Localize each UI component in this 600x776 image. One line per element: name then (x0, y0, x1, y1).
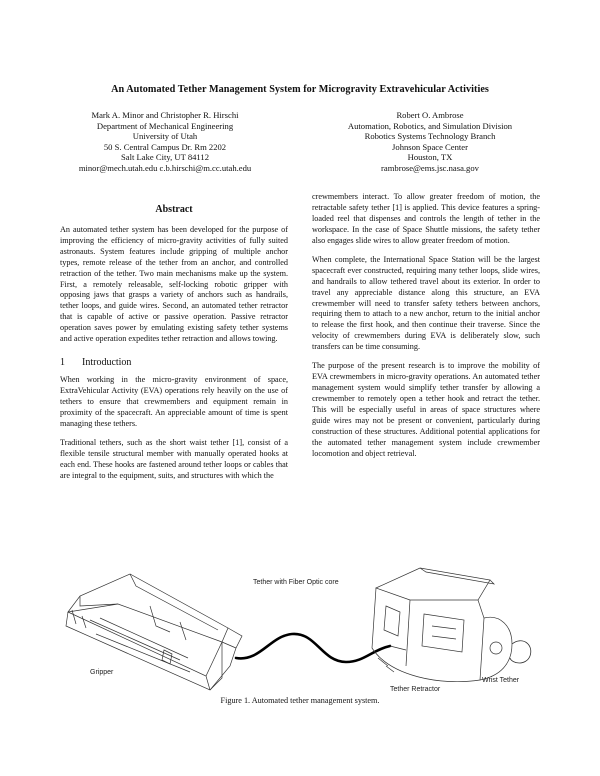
figure-caption: Figure 1. Automated tether management system. (220, 696, 380, 705)
author-name: Robert O. Ambrose (396, 110, 464, 120)
author-emails: minor@mech.utah.edu c.b.hirschi@m.cc.utah.edu (78, 162, 252, 173)
label-gripper: Gripper (90, 669, 114, 676)
paper-title: An Automated Tether Management System for Microgravity Extravehicular Activities (111, 84, 489, 95)
author-names: Mark A. Minor and Christopher R. Hirschi (91, 110, 239, 120)
author-street: 50 S. Central Campus Dr. Rm 2202 (103, 141, 227, 152)
label-retractor: Tether Retractor (390, 686, 441, 693)
tether-retractor-drawing (372, 568, 512, 682)
section-number: 1 (60, 356, 65, 368)
figure-1 (60, 566, 540, 694)
author-department: Department of Mechanical Engineering (96, 120, 234, 131)
label-wrist-tether: Wrist Tether (482, 677, 520, 684)
author-university: University of Utah (132, 131, 198, 142)
body-paragraph: The purpose of the present research is to improve the mobility of EVA crewmembers in micro-gravity operations. An automated tether management system would simplify tether transfer by allowing a crewmember to remotely open a tether hook and retract the tether. This will be especially useful in areas of space structures where guide wires may not be present or convenient, particularly during construction of these structures. Additional potential applications for the automated tether management system include crewmember locomotion and object retrieval. (312, 361, 540, 458)
author-city: Salt Lake City, UT 84112 (121, 152, 209, 163)
intro-paragraph: Traditional tethers, such as the short waist tether [1], consist of a flexible tensile structural member with manually operated hooks at each end. These hooks are fastened around tether loops or cables that are integral to the equipment, suits, and structures with which the (60, 437, 288, 480)
body-paragraph: When complete, the International Space Station will be the largest spacecraft ever constructed, requiring many tether loops, slide wires, and handrails to allow tethered travel about its exterior. In order to travel any appreciable distance along this structure, an EVA crewmember will need to transfer safety tethers between anchors, requiring them to attach to a new anchor, return to the initial anchor to release the first hook, and then continue their traverse. Since the velocity of crewmembers during EVA is deliberately slow, such transfers can be time consuming. (312, 254, 540, 352)
section-heading-introduction (60, 357, 288, 369)
author-center: Johnson Space Center (392, 141, 468, 152)
intro-paragraph: When working in the micro-gravity environment of space, ExtraVehicular Activity (EVA) operations rely heavily on the use of tethers to ensure that crewmembers and equipment remain in proximity of the spacecraft. An appreciable amount of time is spent managing these tethers. (60, 374, 288, 428)
author-city: Houston, TX (407, 152, 453, 163)
wrist-tether-drawing (510, 641, 531, 663)
right-column (312, 192, 540, 468)
abstract-text: An automated tether system has been developed for the purpose of improving the efficiency of micro-gravity activities of fully suited astronauts. System features include gripping of multiple anchor types, remote release of the tether from an anchor, and controlled retraction of the tether. Two main mechanisms make up the system. First, a remotely releasable, self-locking robotic gripper with opposing jaws that grasps a variety of anchors such as handrails, tether loops, and guide wires. Second, an automated tether retractor that is capable of active or passive operation. Passive retractor operation saves power by emulating existing safety tether systems and active operation expedites tether retraction and allows towing. (60, 225, 288, 344)
section-title: Introduction (82, 356, 132, 368)
left-column (60, 193, 288, 490)
author-email: rambrose@ems.jsc.nasa.gov (381, 162, 479, 173)
abstract-heading: Abstract (155, 204, 193, 215)
label-tether: Tether with Fiber Optic core (253, 579, 339, 586)
tether-cable (236, 634, 390, 662)
author-block-left (60, 110, 270, 174)
author-division: Automation, Robotics, and Simulation Division (347, 120, 513, 131)
body-paragraph: crewmembers interact. To allow greater freedom of motion, the retractable safety tether [1] is applied. This device features a spring-loaded reel that dispenses and controls the length of tether in the workspace. In the case of Space Shuttle missions, the safety tether also engages slide wires to allow greater freedom of motion. (312, 192, 540, 245)
author-branch: Robotics Systems Technology Branch (364, 131, 496, 142)
author-block-right (320, 110, 540, 174)
